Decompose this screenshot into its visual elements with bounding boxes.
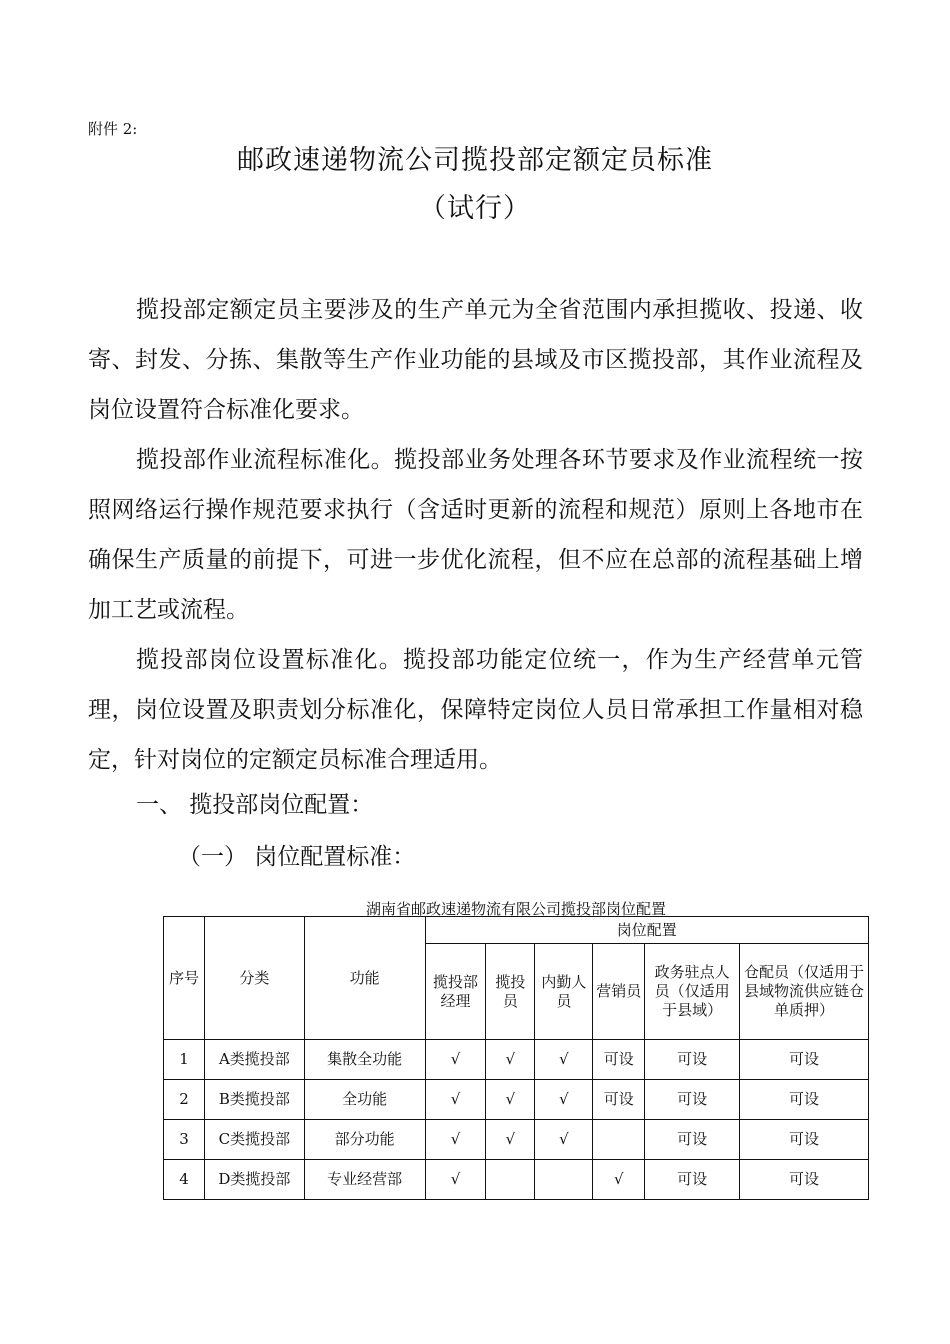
cell-category: D类揽投部 [204, 1160, 304, 1200]
cell-no: 3 [164, 1120, 205, 1160]
cell-post: √ [535, 1080, 593, 1120]
subsection-heading: （一） 岗位配置标准： [178, 844, 416, 870]
document-subtitle: （试行） [419, 193, 531, 224]
cell-post: 可设 [593, 1040, 645, 1080]
cell-post: √ [425, 1040, 486, 1080]
cell-post [593, 1120, 645, 1160]
cell-no: 2 [164, 1080, 205, 1120]
table-row [164, 1120, 869, 1160]
paragraph-process: 揽投部作业流程标准化。揽投部业务处理各环节要求及作业流程统一按照网络运行操作规范要求执行（含适时更新的流程和规范）原则上各地市在确保生产质量的前提下，可进一步优化流程，但不应在总部的流程基础上增加工艺或流程。 [88, 447, 863, 623]
table-caption: 湖南省邮政速递物流有限公司揽投部岗位配置 [365, 900, 666, 918]
attachment-label: 附件 2: [88, 120, 138, 138]
cell-post: 可设 [645, 1040, 740, 1080]
cell-category: C类揽投部 [204, 1120, 304, 1160]
cell-post: √ [535, 1040, 593, 1080]
table-row [164, 1040, 869, 1080]
cell-post: √ [486, 1120, 535, 1160]
header-post: 内勤人员 [535, 944, 593, 1040]
cell-category: B类揽投部 [204, 1080, 304, 1120]
table-row [164, 1160, 869, 1200]
table-row [164, 1080, 869, 1120]
header-no: 序号 [164, 917, 205, 1040]
cell-function: 集散全功能 [304, 1040, 425, 1080]
cell-post: √ [535, 1120, 593, 1160]
cell-post: √ [486, 1040, 535, 1080]
cell-function: 部分功能 [304, 1120, 425, 1160]
cell-post: √ [425, 1160, 486, 1200]
header-post-config: 岗位配置 [425, 917, 868, 944]
cell-post: 可设 [645, 1120, 740, 1160]
section-heading: 一、 揽投部岗位配置： [136, 792, 374, 818]
cell-post: 可设 [593, 1080, 645, 1120]
cell-post: 可设 [740, 1160, 869, 1200]
cell-post: √ [486, 1080, 535, 1120]
header-post: 揽投部经理 [425, 944, 486, 1040]
cell-post: √ [425, 1120, 486, 1160]
cell-post: √ [593, 1160, 645, 1200]
post-config-table [163, 916, 869, 1200]
cell-post [486, 1160, 535, 1200]
cell-post: 可设 [740, 1040, 869, 1080]
cell-post: 可设 [645, 1160, 740, 1200]
paragraph-posts: 揽投部岗位设置标准化。揽投部功能定位统一，作为生产经营单元管理，岗位设置及职责划分标准化，保障特定岗位人员日常承担工作量相对稳定，针对岗位的定额定员标准合理适用。 [88, 647, 863, 773]
header-function: 功能 [304, 917, 425, 1040]
cell-post: 可设 [645, 1080, 740, 1120]
header-post: 政务驻点人员（仅适用于县域） [645, 944, 740, 1040]
cell-no: 4 [164, 1160, 205, 1200]
header-post: 仓配员（仅适用于县域物流供应链仓单质押） [740, 944, 869, 1040]
cell-post: 可设 [740, 1120, 869, 1160]
document-title: 邮政速递物流公司揽投部定额定员标准 [237, 145, 713, 176]
cell-post [535, 1160, 593, 1200]
header-category: 分类 [204, 917, 304, 1040]
cell-post: √ [425, 1080, 486, 1120]
cell-category: A类揽投部 [204, 1040, 304, 1080]
cell-function: 全功能 [304, 1080, 425, 1120]
cell-function: 专业经营部 [304, 1160, 425, 1200]
paragraph-scope: 揽投部定额定员主要涉及的生产单元为全省范围内承担揽收、投递、收寄、封发、分拣、集散等生产作业功能的县域及市区揽投部，其作业流程及岗位设置符合标准化要求。 [88, 297, 863, 423]
cell-post: 可设 [740, 1080, 869, 1120]
header-post: 营销员 [593, 944, 645, 1040]
cell-no: 1 [164, 1040, 205, 1080]
header-post: 揽投员 [486, 944, 535, 1040]
